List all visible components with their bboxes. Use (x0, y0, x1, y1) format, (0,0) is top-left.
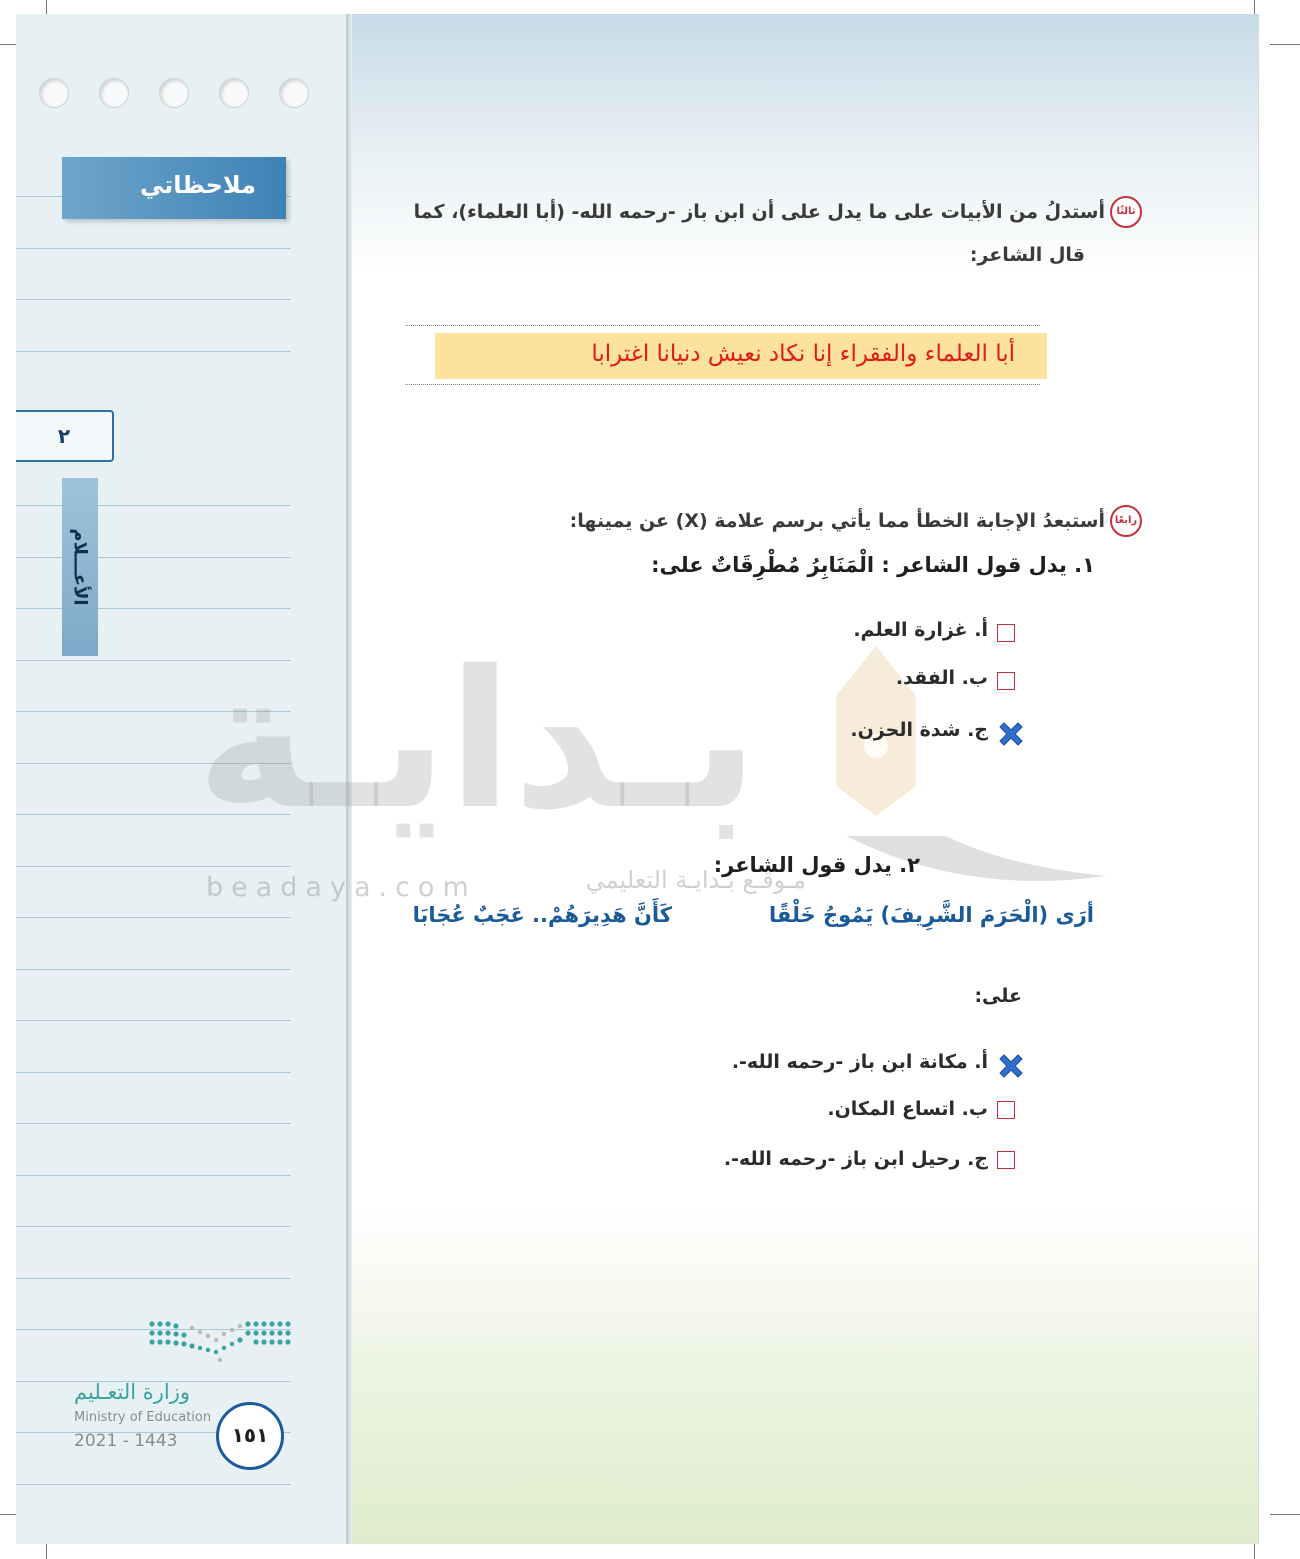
poem-left-hemistich: كَأَنَّ هَدِيرَهُمْ.. عَجَبٌ عُجَابَا (412, 903, 672, 927)
notes-rule-line (16, 969, 291, 970)
poem-right-hemistich: أرَى (الْحَرَمَ الشَّرِيفَ) يَمُوجُ خَلْقًا (768, 903, 1094, 927)
unit-title-tab (62, 478, 98, 656)
verse-text: أبا العلماء والفقراء إنا نكاد نعيش دنيانا اغترابا (591, 341, 1015, 367)
notes-rule-line (16, 505, 291, 506)
ministry-logo-icon (146, 1318, 294, 1368)
x-mark-icon[interactable] (995, 718, 1027, 750)
notes-title-tab (62, 157, 286, 219)
option-label: أ. غزارة العلم. (853, 619, 988, 641)
question1-text-line2: قال الشاعر: (969, 244, 1085, 266)
notes-rule-line (16, 248, 291, 249)
notes-rule-line (16, 1072, 291, 1073)
option-checkbox[interactable] (997, 1101, 1015, 1119)
item2-stem: ٢. يدل قول الشاعر: (713, 853, 920, 877)
notes-rule-line (16, 608, 291, 609)
watermark-logo: بـدايـة (196, 630, 759, 851)
page-number: ١٥١ (231, 1423, 269, 1447)
binder-hole (219, 78, 249, 108)
notes-rule-line (16, 299, 291, 300)
notes-title: ملاحظاتي (139, 171, 256, 199)
watermark-tagline: مـوقـع بـدايـة التعليمي (585, 866, 806, 894)
page-edge (1258, 14, 1259, 1544)
option-label: ج. رحيل ابن باز -رحمه الله-. (723, 1148, 988, 1170)
item1-stem: ١. يدل قول الشاعر : الْمَنَابِرُ مُطْرِقَاتٌ على: (651, 553, 1095, 577)
option-checkbox[interactable] (997, 624, 1015, 642)
question1-text-line1: أستدلُ من الأبيات على ما يدل على أن ابن باز -رحمه الله- (أبا العلماء)، كما (413, 201, 1105, 223)
notes-rule-line (16, 1278, 291, 1279)
page-number-circle (216, 1402, 284, 1470)
option-label: أ. مكانة ابن باز -رحمه الله-. (731, 1051, 988, 1073)
option-label: ب. اتساع المكان. (827, 1098, 988, 1120)
verse-dotted-line (405, 325, 1040, 326)
question-badge: رابعًا (1110, 505, 1142, 537)
notes-rule-line (16, 917, 291, 918)
watermark-url: beadaya.com (206, 872, 477, 903)
binder-hole (39, 78, 69, 108)
notes-rule-line (16, 1175, 291, 1176)
verse-dotted-line (405, 384, 1040, 385)
notes-rule-line (16, 351, 291, 352)
notes-rule-line (16, 1020, 291, 1021)
binder-hole (99, 78, 129, 108)
notes-rule-line (16, 1226, 291, 1227)
option-label: ج. شدة الحزن. (850, 719, 988, 741)
crop-mark (1270, 1514, 1300, 1515)
notes-rule-line (16, 557, 291, 558)
option-checkbox[interactable] (997, 672, 1015, 690)
unit-title: الأعـــلام (69, 528, 91, 606)
notes-rule-line (16, 866, 291, 867)
item2-on: على: (974, 985, 1022, 1007)
binder-hole (159, 78, 189, 108)
unit-number-box (16, 410, 114, 462)
notes-rule-line (16, 1484, 291, 1485)
question-badge: ثالثًا (1110, 196, 1142, 228)
option-checkbox[interactable] (997, 1151, 1015, 1169)
ministry-name-en: Ministry of Education (74, 1410, 212, 1425)
question2-text: أستبعدُ الإجابة الخطأ مما يأتي برسم علامة (X) عن يمينها: (569, 510, 1105, 532)
notes-rule-line (16, 1123, 291, 1124)
option-label: ب. الفقد. (895, 667, 988, 689)
x-mark-icon[interactable] (995, 1050, 1027, 1082)
edition-year: 2021 - 1443 (74, 1431, 178, 1451)
unit-number: ٢ (57, 424, 71, 448)
binder-hole (279, 78, 309, 108)
ministry-name-ar: وزارة التعـليم (74, 1380, 191, 1404)
crop-mark (1270, 44, 1300, 45)
